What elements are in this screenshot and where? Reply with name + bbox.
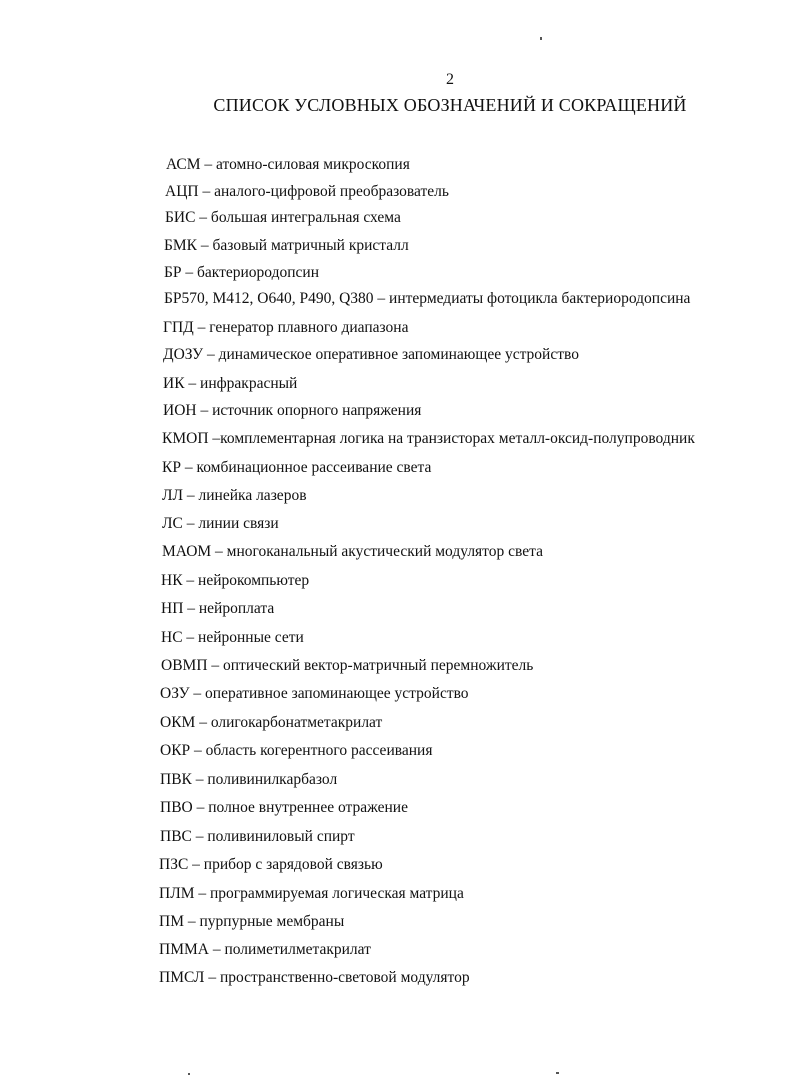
list-item: ПМСЛ – пространственно-световой модулятор xyxy=(159,969,470,986)
list-item: БР – бактериородопсин xyxy=(164,264,320,281)
list-item: ПЛМ – программируемая логическая матрица xyxy=(159,885,464,902)
list-item: КМОП –комплементарная логика на транзисторах металл-оксид-полупроводник xyxy=(162,430,695,447)
list-item: НП – нейроплата xyxy=(161,600,275,617)
scan-speck xyxy=(556,1072,559,1074)
list-item: КР – комбинационное рассеивание света xyxy=(162,459,432,476)
scan-speck xyxy=(540,37,542,40)
list-item: АЦП – аналого-цифровой преобразователь xyxy=(165,183,449,200)
list-item: НК – нейрокомпьютер xyxy=(161,572,310,589)
list-item: ОКМ – олигокарбонатметакрилат xyxy=(160,714,383,731)
list-item: ИК – инфракрасный xyxy=(163,375,298,392)
list-item: ИОН – источник опорного напряжения xyxy=(163,402,422,419)
list-item: ОКР – область когерентного рассеивания xyxy=(160,742,433,759)
list-item: ОЗУ – оперативное запоминающее устройство xyxy=(160,685,469,702)
list-item: ПММА – полиметилметакрилат xyxy=(159,941,371,958)
list-item: ДОЗУ – динамическое оперативное запоминающее устройство xyxy=(163,346,579,363)
scan-speck xyxy=(188,1073,190,1075)
list-item: ОВМП – оптический вектор-матричный перемножитель xyxy=(161,657,534,674)
list-item: ЛС – линии связи xyxy=(162,515,279,532)
list-item: МАОМ – многоканальный акустический модулятор света xyxy=(162,543,543,560)
list-item: НС – нейронные сети xyxy=(161,629,304,646)
list-item: ПЗС – прибор с зарядовой связью xyxy=(159,856,383,873)
list-item: ПМ – пурпурные мембраны xyxy=(159,913,345,930)
list-item: АСМ – атомно-силовая микроскопия xyxy=(166,156,410,173)
list-item: БИС – большая интегральная схема xyxy=(165,209,401,226)
list-item: ЛЛ – линейка лазеров xyxy=(162,487,307,504)
list-item: ПВС – поливиниловый спирт xyxy=(160,828,355,845)
list-item: ПВК – поливинилкарбазол xyxy=(160,771,338,788)
list-item: ГПД – генератор плавного диапазона xyxy=(163,319,409,336)
list-item: БМК – базовый матричный кристалл xyxy=(164,237,409,254)
page-title: СПИСОК УСЛОВНЫХ ОБОЗНАЧЕНИЙ И СОКРАЩЕНИЙ xyxy=(213,95,687,115)
list-item: ПВО – полное внутреннее отражение xyxy=(160,799,408,816)
list-item: БР570, M412, O640, P490, Q380 – интермедиаты фотоцикла бактериородопсина xyxy=(164,290,691,307)
page-number: 2 xyxy=(446,71,454,88)
